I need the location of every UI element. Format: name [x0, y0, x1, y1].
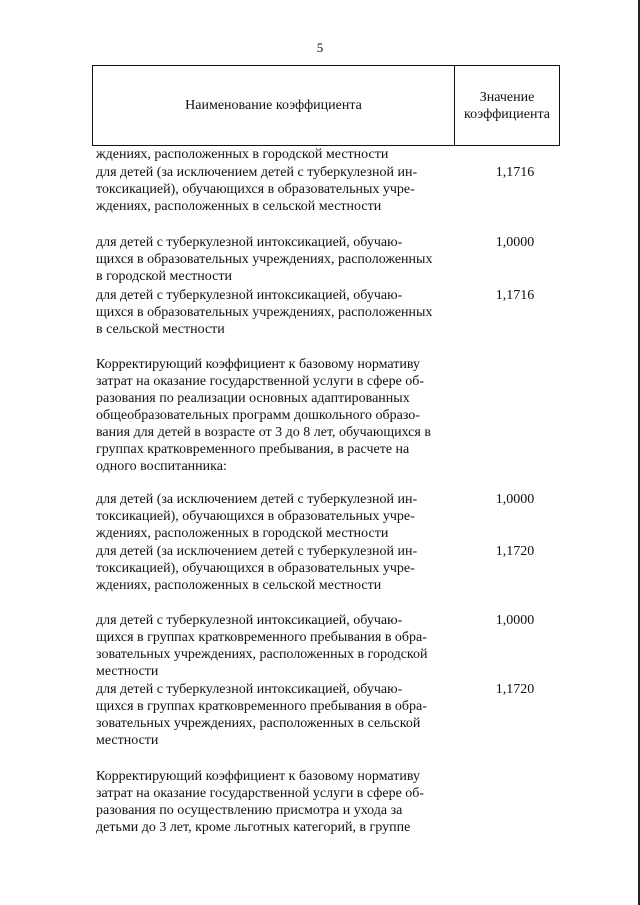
- row-text: для детей с туберкулезной интоксикацией, обучаю- щихся в образовательных учреждениях, расположенных в сельской местности: [96, 288, 433, 337]
- row-text: ждениях, расположенных в городской местности: [96, 147, 389, 162]
- page-number: 5: [316, 40, 324, 55]
- row-value: 1,1716: [495, 288, 535, 303]
- table-header: [92, 65, 560, 146]
- row-text: для детей с туберкулезной интоксикацией, обучаю- щихся в группах кратковременного пребывания в обра- зовательных учреждениях, расположенных в городской местности: [96, 613, 428, 679]
- column-header-name: Наименование коэффициента: [93, 66, 455, 145]
- row-value: 1,1716: [495, 165, 535, 180]
- row-text: Корректирующий коэффициент к базовому нормативу затрат на оказание государственной услуги в сфере об- разования по реализации основных адаптированных общеобразовательных программ дошкольного образо- вания для детей в возрасте от 3 до 8 лет, обучающихся в группах кратковременного пребывания, в расчете на одного воспитанника:: [96, 357, 431, 474]
- row-value: 1,0000: [495, 235, 535, 250]
- row-value: 1,1720: [495, 544, 535, 559]
- row-text: для детей (за исключением детей с туберкулезной ин- токсикацией), обучающихся в образовательных учре- ждениях, расположенных в городской местности: [96, 492, 418, 541]
- row-text: для детей (за исключением детей с туберкулезной ин- токсикацией), обучающихся в образовательных учре- ждениях, расположенных в сельской местности: [96, 544, 418, 593]
- row-value: 1,0000: [495, 613, 535, 628]
- row-value: 1,1720: [495, 682, 535, 697]
- row-text: для детей с туберкулезной интоксикацией, обучаю- щихся в группах кратковременного пребывания в обра- зовательных учреждениях, расположенных в сельской местности: [96, 682, 427, 748]
- row-text: для детей с туберкулезной интоксикацией, обучаю- щихся в образовательных учреждениях, расположенных в городской местности: [96, 235, 433, 284]
- row-text: для детей (за исключением детей с туберкулезной ин- токсикацией), обучающихся в образовательных учре- ждениях, расположенных в сельской местности: [96, 165, 418, 214]
- row-value: 1,0000: [495, 492, 535, 507]
- row-text: Корректирующий коэффициент к базовому нормативу затрат на оказание государственной услуги в сфере об- разования по осуществлению присмотра и ухода за детьми до 3 лет, кроме льготных категорий, в группе: [96, 769, 425, 835]
- column-header-value: Значение коэффициента: [464, 89, 550, 122]
